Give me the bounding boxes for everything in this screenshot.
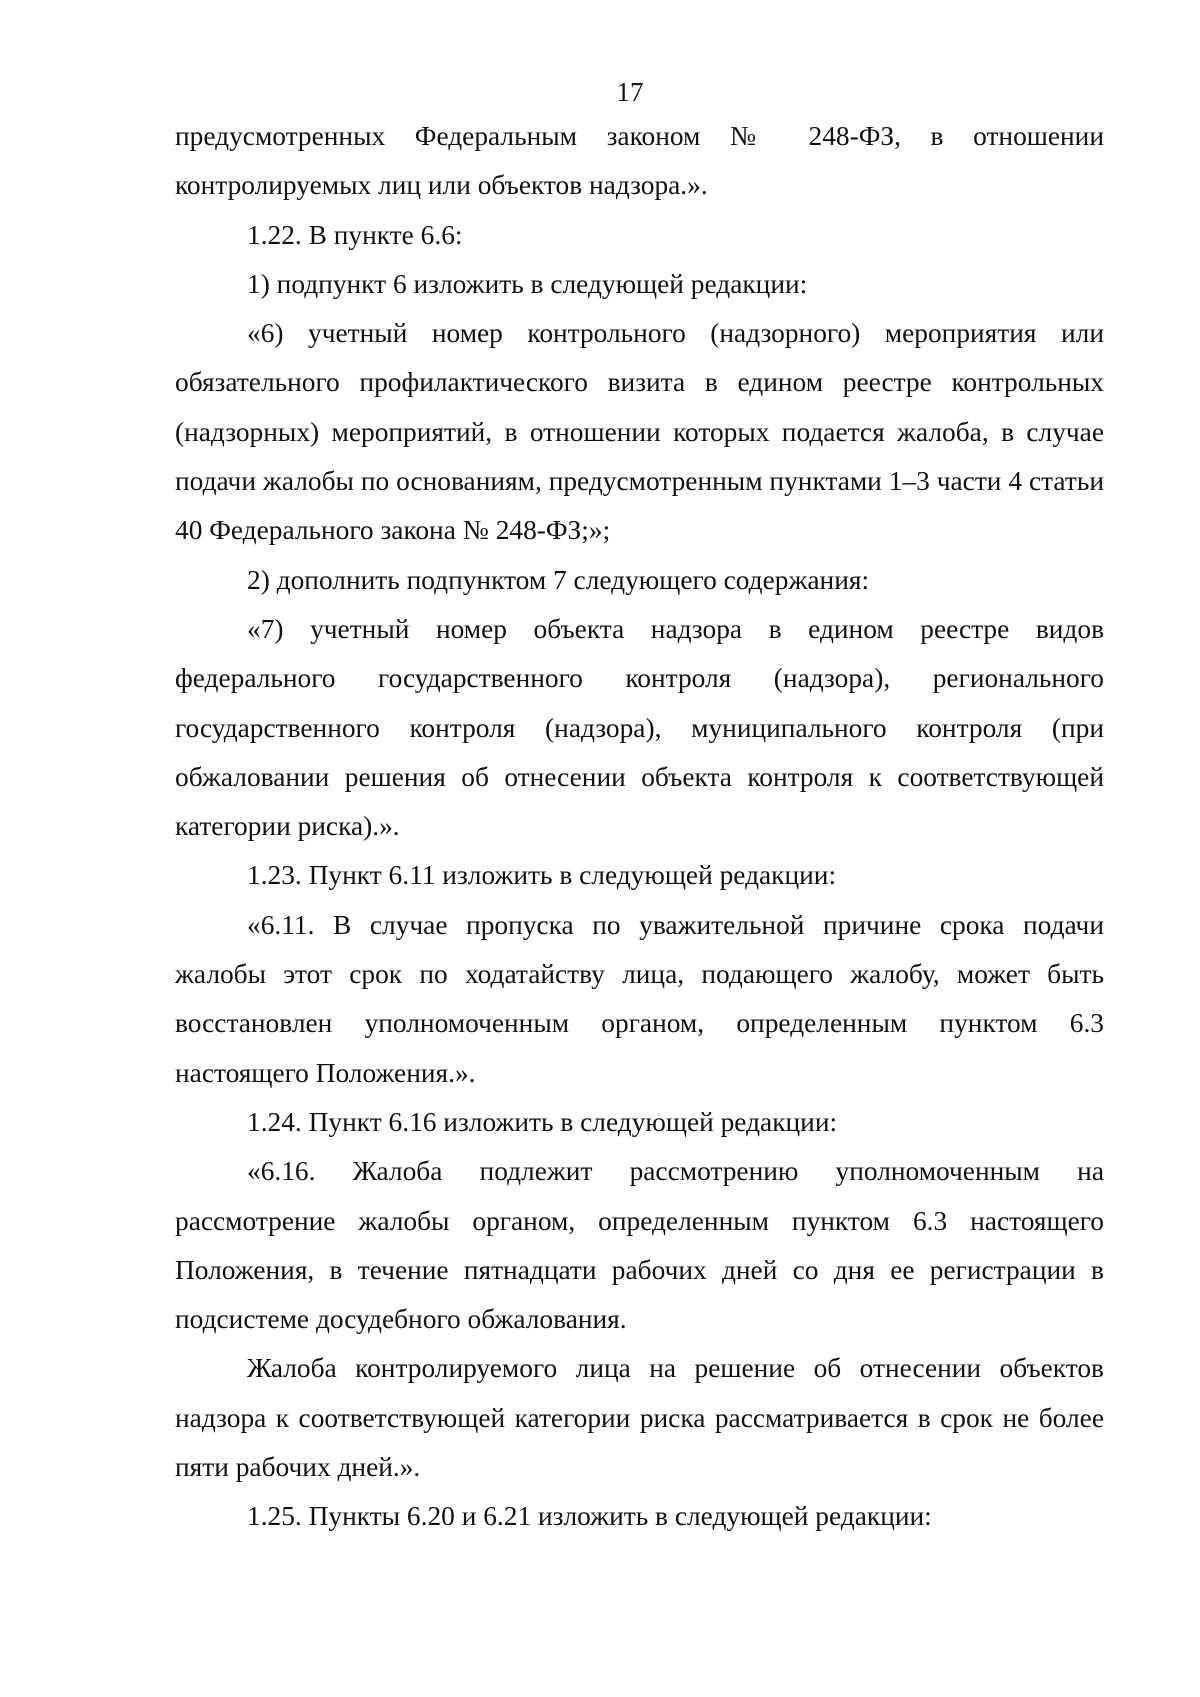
paragraph: «7) учетный номер объекта надзора в едином реестре видов федерального государственного контроля (надзора), регионального государственного контроля (надзора), муниципального контроля (при обжаловании решения об отнесении объекта контроля к соответствующей категории риска).».	[175, 613, 1104, 842]
paragraph: 1.24. Пункт 6.16 изложить в следующей редакции:	[247, 1106, 838, 1137]
paragraph: 2) дополнить подпунктом 7 следующего содержания:	[247, 564, 870, 595]
paragraph: 1.25. Пункты 6.20 и 6.21 изложить в следующей редакции:	[247, 1501, 932, 1532]
paragraph: «6.11. В случае пропуска по уважительной причине срока подачи жалобы этот срок по ходатайству лица, подающего жалобу, может быть восстановлен уполномоченным органом, определенным пунктом 6.3 настоящего Положения.».	[175, 909, 1104, 1088]
paragraph: Жалоба контролируемого лица на решение об отнесении объектов надзора к соответствующей категории риска рассматривается в срок не более пяти рабочих дней.».	[175, 1353, 1104, 1483]
paragraph: 1.22. В пункте 6.6:	[247, 219, 463, 250]
paragraph: 1) подпункт 6 изложить в следующей редакции:	[247, 268, 808, 299]
paragraph: предусмотренных Федеральным законом № 248-ФЗ, в отношении контролируемых лиц или объектов надзора.».	[175, 121, 1104, 201]
paragraph: 1.23. Пункт 6.11 изложить в следующей редакции:	[247, 860, 837, 891]
page-number: 17	[616, 77, 644, 107]
paragraph: «6) учетный номер контрольного (надзорного) мероприятия или обязательного профилактического визита в едином реестре контрольных (надзорных) мероприятий, в отношении которых подается жалоба, в случае подачи жалобы по основаниям, предусмотренным пунктами 1–3 части 4 статьи 40 Федерального закона № 248-ФЗ;»;	[175, 318, 1104, 546]
document-body	[175, 112, 1104, 1542]
paragraph: «6.16. Жалоба подлежит рассмотрению уполномоченным на рассмотрение жалобы органом, определенным пунктом 6.3 настоящего Положения, в течение пятнадцати рабочих дней со дня ее регистрации в подсистеме досудебного обжалования.	[175, 1156, 1104, 1335]
